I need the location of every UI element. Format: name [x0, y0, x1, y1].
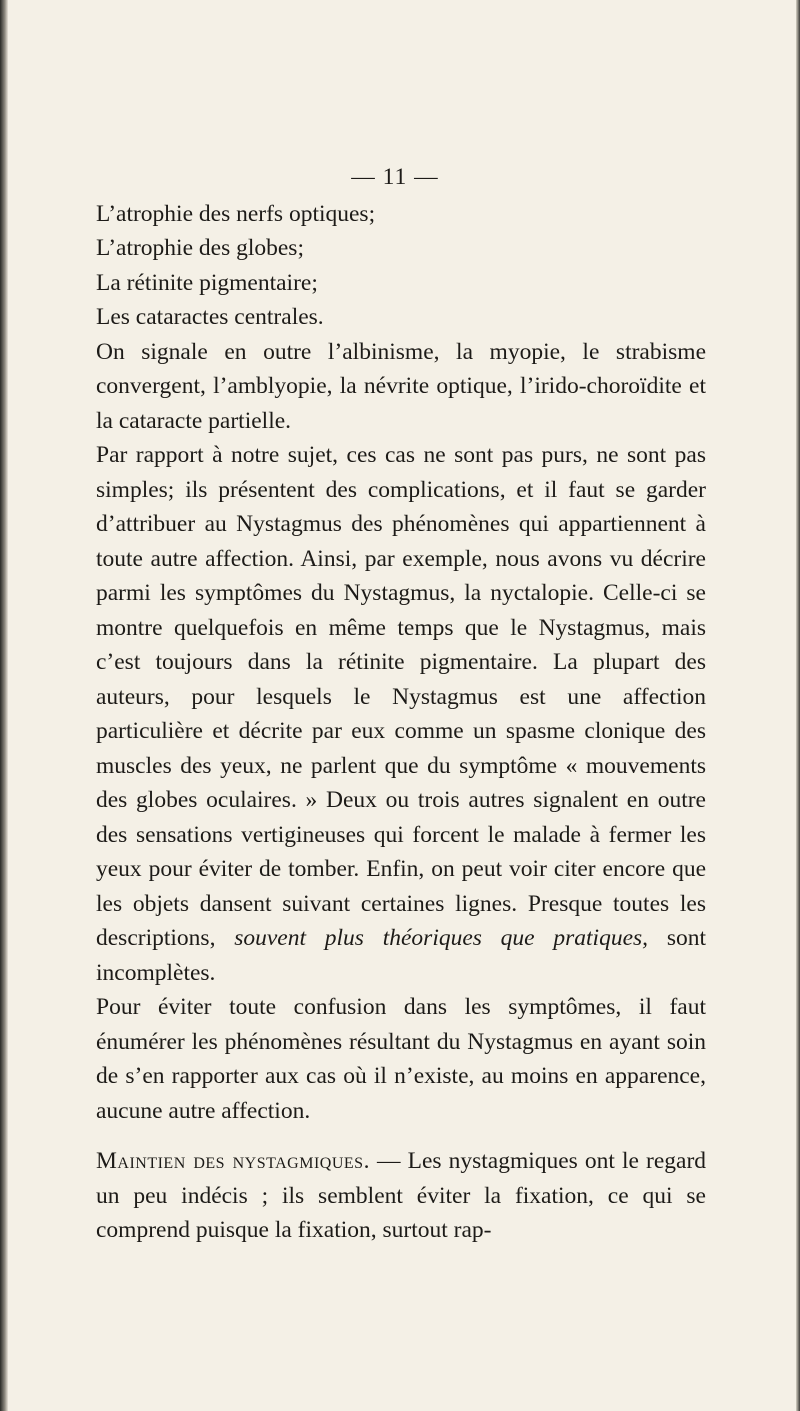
page-number: — 11 —	[351, 164, 439, 190]
italic-phrase: souvent plus théoriques que pratiques,	[234, 925, 649, 951]
paragraph-2-end: sont incomplètes.	[96, 925, 706, 986]
paragraph-1: On signale en outre l’albinisme, la myopie, le strabisme convergent, l’amblyopie, la névrite optique, l’irido-choroïdite et la cataracte partielle.	[96, 338, 706, 434]
list-item: L’atrophie des globes;	[96, 235, 304, 261]
section-heading: Maintien des nystagmiques.	[96, 1148, 370, 1174]
list-item: Les cataractes centrales.	[96, 304, 324, 330]
list-item: La rétinite pigmentaire;	[96, 269, 318, 296]
symptom-list	[96, 197, 706, 335]
list-item: L’atrophie des nerfs optiques;	[96, 200, 376, 227]
page-binding-shadow	[0, 0, 8, 1411]
paragraph-3: Pour éviter toute confusion dans les symptômes, il faut énumérer les phénomènes résultant du Nystagmus en ayant soin de s’en rapporter aux cas où il n’existe, au moins en apparence, aucune autre affection.	[96, 994, 706, 1124]
section-paragraph	[96, 1144, 706, 1248]
paragraph-2-text: Par rapport à notre sujet, ces cas ne sont pas purs, ne sont pas simples; ils présentent des complications, et il faut se garder d’attribuer au Nystagmus des phénomènes qui appartiennent à toute autre affection. Ainsi, par exemple, nous avons vu décrire parmi les symptômes du Nystagmus, la nyctalopie. Celle-ci se montre quelquefois en même temps que le Nystagmus, mais c’est toujours dans la rétinite pigmentaire. La plupart des auteurs, pour lesquels le Nystagmus est une affection particulière et décrite par eux comme un spasme clonique des muscles des yeux, ne parlent que du symptôme « mouvements des globes oculaires. » Deux ou trois autres signalent en outre des sensations vertigineuses qui forcent le malade à fermer les yeux pour éviter de tomber. Enfin, on peut voir citer encore que les objets dansent suivant certaines lignes. Presque toutes les descriptions,	[96, 442, 706, 951]
section-text: — Les nystagmiques ont le regard un peu indécis ; ils semblent éviter la fixation, ce qui se comprend puisque la fixation, surtout rap-	[96, 1148, 707, 1243]
book-page	[96, 160, 706, 1248]
paragraph-2	[96, 438, 706, 990]
page-edge-shadow	[796, 0, 800, 1411]
